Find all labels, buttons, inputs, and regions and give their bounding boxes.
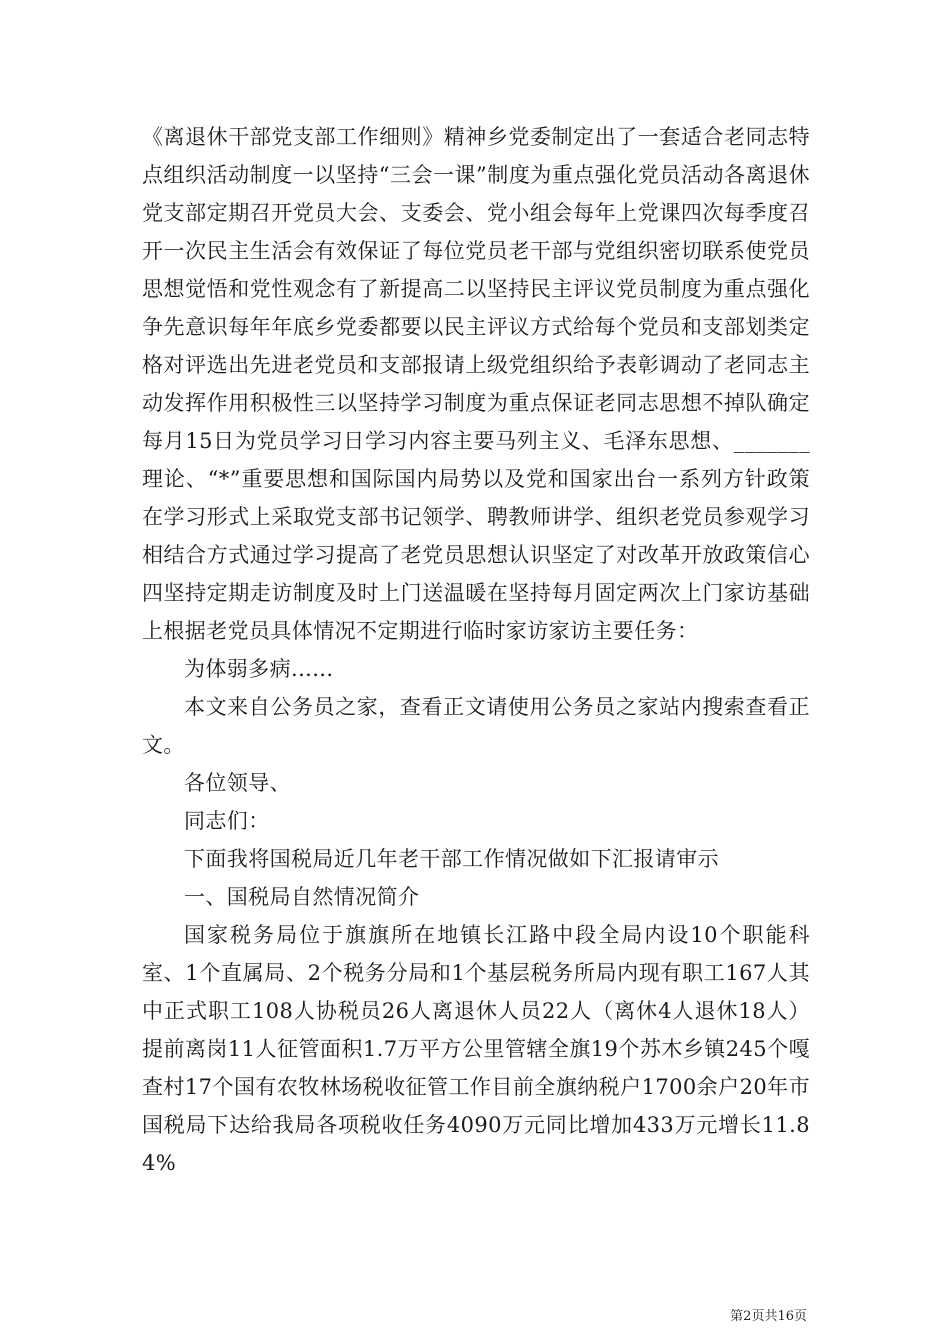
paragraph-1: 《离退休干部党支部工作细则》精神乡党委制定出了一套适合老同志特点组织活动制度一以坚持“三会一课”制度为重点强化党员活动各离退休党支部定期召开党员大会、支委会、党小组会每年上党课四次每季度召开一次民主生活会有效保证了每位党员老干部与党组织密切联系使党员思想觉悟和党性观念有了新提高二以坚持民主评议党员制度为重点强化争先意识每年年底乡党委都要以民主评议方式给每个党员和支部划类定格对评选出先进老党员和支部报请上级党组织给予表彰调动了老同志主动发挥作用积极性三以坚持学习制度为重点保证老同志思想不掉队确定每月15日为党员学习日学习内容主要马列主义、毛泽东思想、_______理论、“*”重要思想和国际国内局势以及党和国家出台一系列方针政策在学习形式上采取党支部书记领学、聘教师讲学、组织老党员参观学习相结合方式通过学习提高了老党员思想认识坚定了对改革开放政策信心四坚持定期走访制度及时上门送温暖在坚持每月固定两次上门家访基础上根据老党员具体情况不定期进行临时家访家访主要任务： bbox=[142, 125, 810, 643]
document-body bbox=[142, 118, 810, 1182]
section-heading: 一、国税局自然情况简介 bbox=[184, 885, 420, 909]
paragraph-4: 各位领导、 bbox=[184, 771, 291, 795]
paragraph-2: 为体弱多病...... bbox=[184, 657, 334, 681]
paragraph-8: 国家税务局位于旗旗所在地镇长江路中段全局内设10个职能科室、1个直属局、2个税务分局和1个基层税务所局内现有职工167人其中正式职工108人协税员26人离退休人员22人（离休4人退休18人）提前离岗11人征管面积1.7万平方公里管辖全旗19个苏木乡镇245个嘎查村17个国有农牧林场税收征管工作目前全旗纳税户1700余户20年市国税局下达给我局各项税收任务4090万元同比增加433万元增长11.84% bbox=[142, 923, 811, 1175]
paragraph-3: 本文来自公务员之家，查看正文请使用公务员之家站内搜索查看正文。 bbox=[142, 695, 810, 757]
page-number-footer: 第2页共16页 bbox=[730, 1309, 807, 1324]
paragraph-5: 同志们： bbox=[184, 809, 270, 833]
paragraph-6: 下面我将国税局近几年老干部工作情况做如下汇报请审示 bbox=[184, 847, 719, 871]
